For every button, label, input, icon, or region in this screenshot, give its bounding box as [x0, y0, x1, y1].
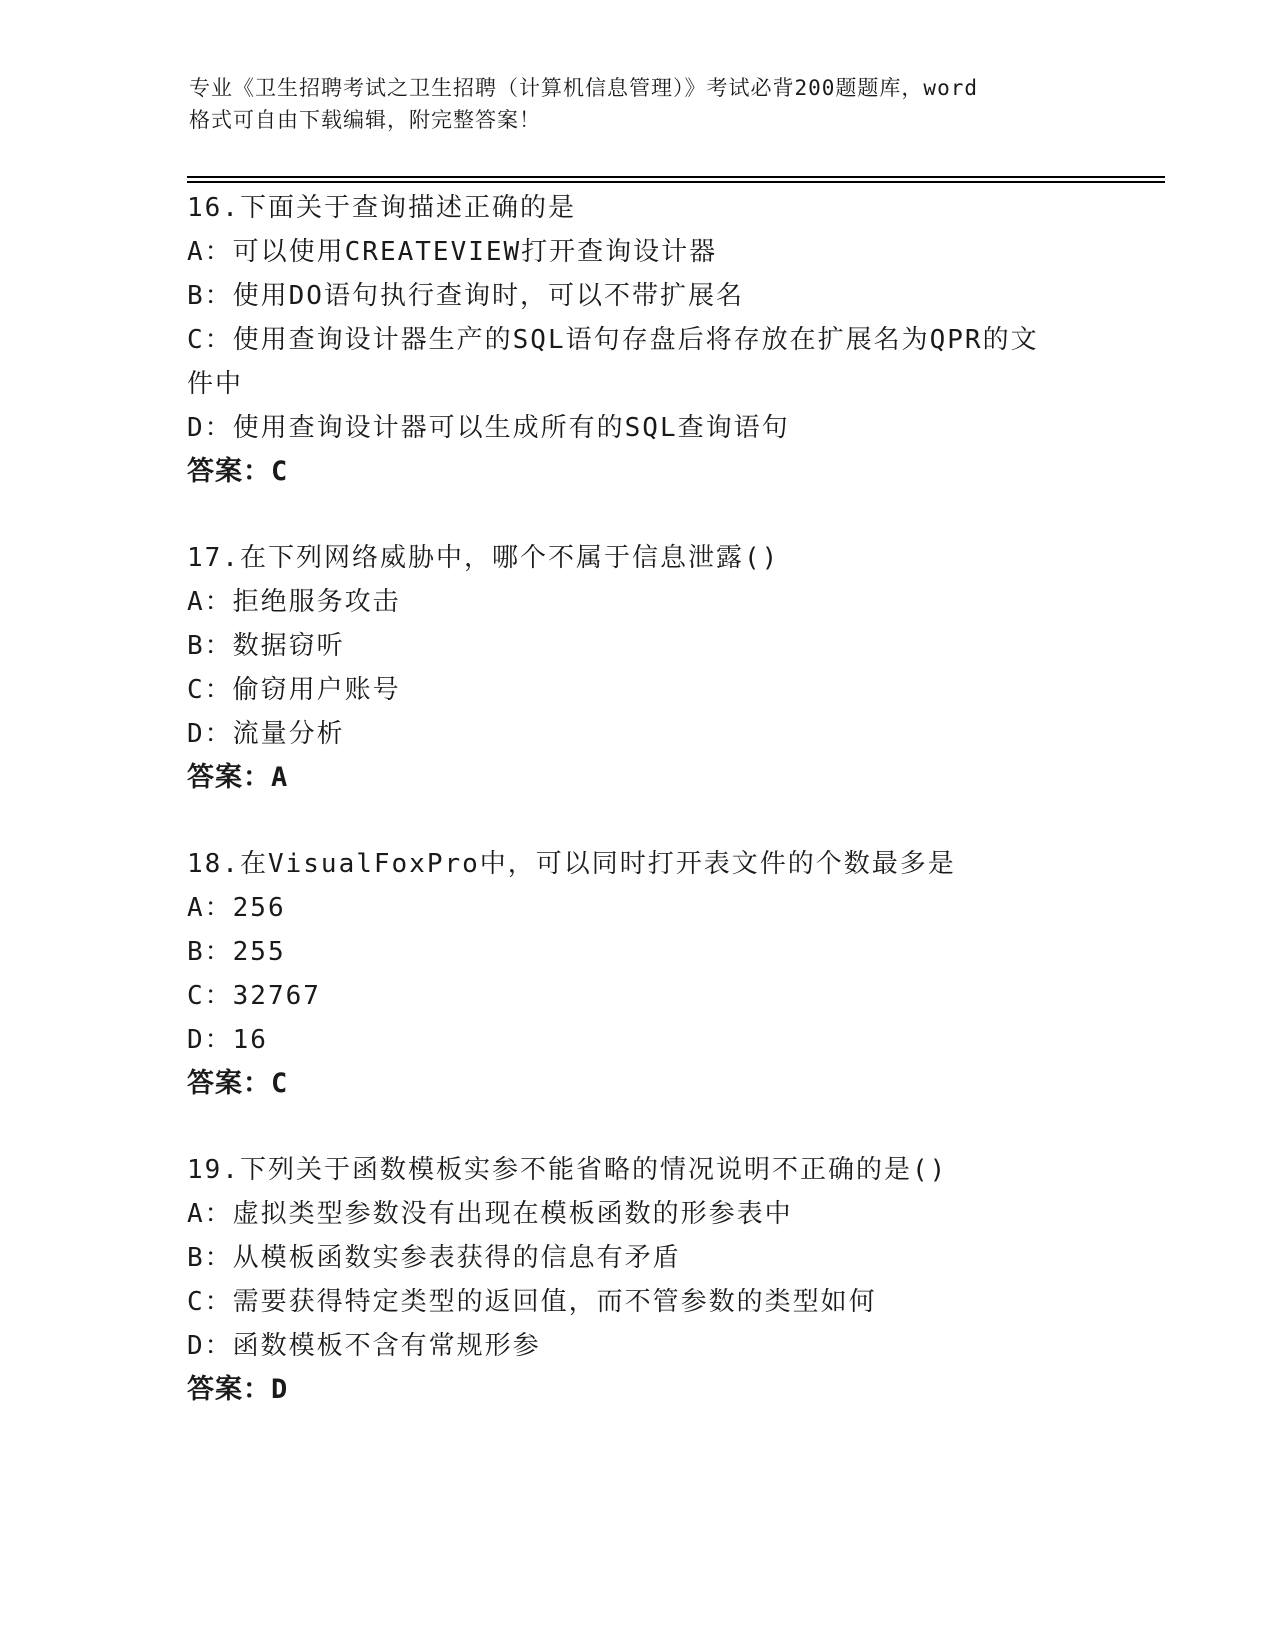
- question-16-answer: 答案：C: [187, 456, 289, 487]
- question-18-option-b: B：255: [187, 937, 286, 967]
- question-19-option-c: C：需要获得特定类型的返回值，而不管参数的类型如何: [187, 1287, 877, 1317]
- question-18-answer: 答案：C: [187, 1068, 289, 1099]
- question-16-option-c-continued: 件中: [187, 369, 244, 399]
- question-19-stem: 19.下列关于函数模板实参不能省略的情况说明不正确的是(): [187, 1155, 948, 1185]
- question-17-option-d: D：流量分析: [187, 719, 345, 749]
- question-17-option-a: A：拒绝服务攻击: [187, 587, 401, 617]
- header-divider-top: [187, 176, 1165, 178]
- question-16-option-c: C：使用查询设计器生产的SQL语句存盘后将存放在扩展名为QPR的文: [187, 325, 1039, 355]
- question-16-option-b: B：使用DO语句执行查询时，可以不带扩展名: [187, 281, 744, 311]
- question-18-option-a: A：256: [187, 893, 286, 923]
- question-18-option-d: D：16: [187, 1025, 268, 1055]
- question-16-option-a: A：可以使用CREATEVIEW打开查询设计器: [187, 237, 718, 267]
- question-19-option-d: D：函数模板不含有常规形参: [187, 1331, 541, 1361]
- question-17-option-c: C：偷窃用户账号: [187, 675, 401, 705]
- question-18-option-c: C：32767: [187, 981, 321, 1011]
- question-19-answer: 答案：D: [187, 1374, 289, 1405]
- question-17-stem: 17.在下列网络威胁中，哪个不属于信息泄露(): [187, 543, 780, 573]
- question-18-stem: 18.在VisualFoxPro中，可以同时打开表文件的个数最多是: [187, 849, 956, 879]
- header-text-line-1: 专业《卫生招聘考试之卫生招聘（计算机信息管理）》考试必背200题题库，word: [189, 76, 978, 100]
- question-16-stem: 16.下面关于查询描述正确的是: [187, 193, 576, 223]
- question-19-option-b: B：从模板函数实参表获得的信息有矛盾: [187, 1243, 681, 1273]
- question-17-answer: 答案：A: [187, 762, 289, 793]
- question-19-option-a: A：虚拟类型参数没有出现在模板函数的形参表中: [187, 1199, 793, 1229]
- question-17-option-b: B：数据窃听: [187, 631, 345, 661]
- header-text-line-2: 格式可自由下载编辑，附完整答案！: [189, 108, 541, 132]
- header-divider-bottom: [187, 181, 1165, 183]
- question-16-option-d: D：使用查询设计器可以生成所有的SQL查询语句: [187, 413, 790, 443]
